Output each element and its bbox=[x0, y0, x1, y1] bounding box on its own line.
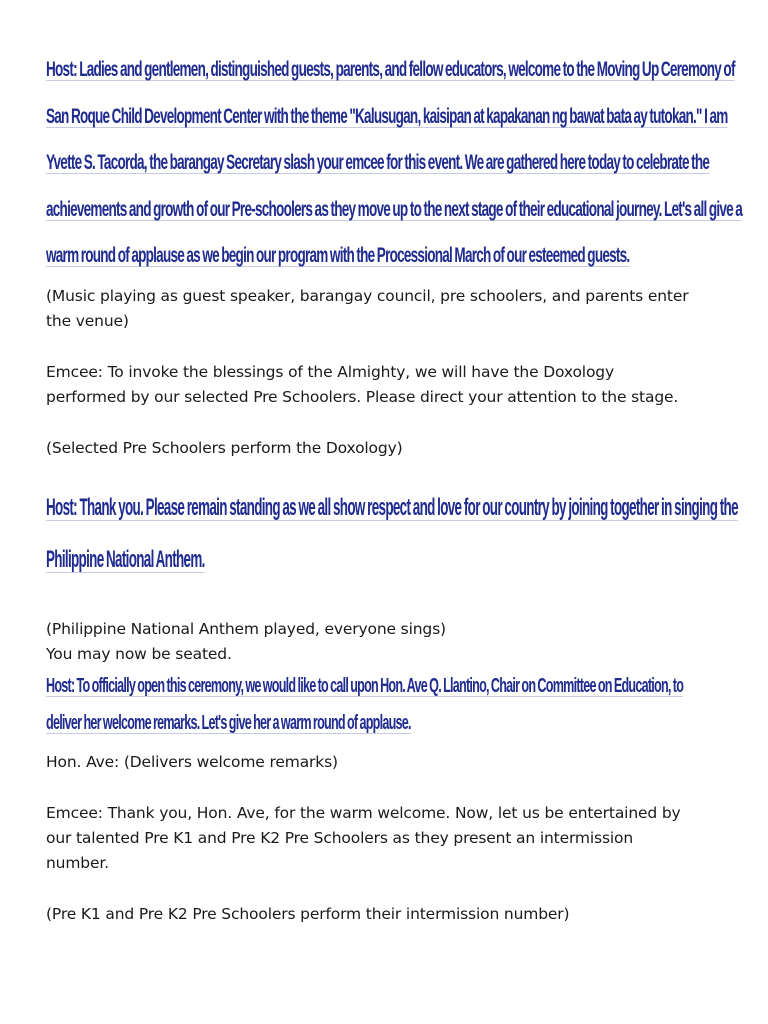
hon-ave-stage-direction: Hon. Ave: (Delivers welcome remarks) bbox=[46, 753, 338, 771]
doxology-stage-direction: (Selected Pre Schoolers perform the Doxology) bbox=[46, 439, 403, 457]
intermission-stage-direction: (Pre K1 and Pre K2 Pre Schoolers perform their intermission number) bbox=[46, 905, 570, 923]
host-intro-line: achievements and growth of our Pre-schoolers as they move up to the next stage of their educational journey. Let's all give a bbox=[46, 196, 743, 221]
emcee-doxology-paragraph: Emcee: To invoke the blessings of the Almighty, we will have the Doxology performed by our selected Pre Schoolers. Please direct your attention to the stage. bbox=[46, 363, 679, 406]
anthem-stage-direction: (Philippine National Anthem played, everyone sings) You may now be seated. bbox=[46, 620, 446, 663]
host-intro-block bbox=[46, 46, 743, 279]
host-anthem-line: Host: Thank you. Please remain standing as we all show respect and love for our country by joining together in singing the bbox=[46, 494, 738, 521]
host-intro-line: San Roque Child Development Center with the theme "Kalusugan, kaisipan at kapakanan ng bawat bata ay tutokan." I am bbox=[46, 103, 728, 128]
host-intro-line: Host: Ladies and gentlemen, distinguished guests, parents, and fellow educators, welcome to the Moving Up Ceremony of bbox=[46, 57, 735, 81]
music-stage-direction: (Music playing as guest speaker, barangay council, pre schoolers, and parents enter the venue) bbox=[46, 287, 689, 330]
host-welcome-line: Host: To officially open this ceremony, we would like to call upon Hon. Ave Q. Llantino, Chair on Committee on Education, to bbox=[46, 675, 684, 697]
host-anthem-block bbox=[46, 482, 768, 586]
host-welcome-line: deliver her welcome remarks. Let's give her a warm round of applause. bbox=[46, 712, 411, 734]
host-anthem-line: Philippine National Anthem. bbox=[46, 546, 205, 573]
host-intro-line: Yvette S. Tacorda, the barangay Secretary slash your emcee for this event. We are gathered here today to celebrate the bbox=[46, 150, 710, 174]
host-intro-line: warm round of applause as we begin our program with the Processional March of our esteemed guests. bbox=[46, 243, 630, 267]
emcee-intermission-paragraph: Emcee: Thank you, Hon. Ave, for the warm welcome. Now, let us be entertained by our talented Pre K1 and Pre K2 Pre Schoolers as they present an intermission number. bbox=[46, 804, 681, 872]
host-welcome-block bbox=[46, 668, 733, 742]
